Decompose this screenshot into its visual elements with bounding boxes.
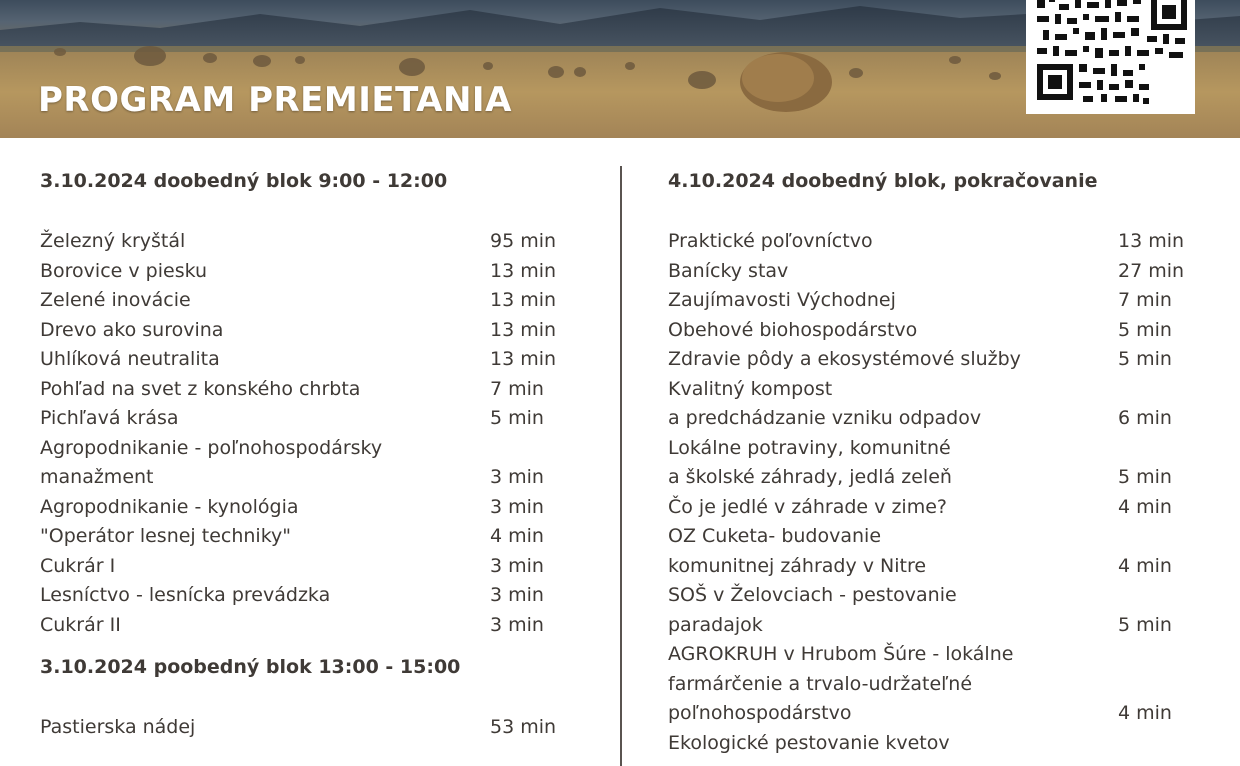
film-duration: 5 min — [1118, 466, 1172, 488]
film-title-line: Obehové biohospodárstvo — [668, 318, 918, 341]
film-duration: 4 min — [1118, 702, 1172, 724]
film-title-line: Cukrár II — [40, 613, 121, 636]
film-title-line: Kvalitný kompost — [668, 377, 833, 400]
film-title-line: Borovice v piesku — [40, 259, 208, 282]
film-title-line: Pichľavá krása — [40, 407, 179, 429]
film-title-line: Pastierska nádej — [40, 716, 196, 738]
film-duration: 3 min — [490, 584, 544, 606]
film-duration: 5 min — [1118, 348, 1172, 370]
film-duration: 4 min — [1118, 554, 1172, 577]
film-title-line: paradajok — [668, 613, 763, 636]
film-title-line: Uhlíková neutralita — [40, 348, 220, 370]
film-title-line: Lokálne potraviny, komunitné — [668, 436, 951, 459]
film-title-line: a predchádzanie vzniku odpadov — [668, 407, 982, 429]
film-duration: 27 min — [1118, 259, 1185, 282]
film-duration: 7 min — [1118, 289, 1172, 311]
block-heading: 3.10.2024 poobedný blok 13:00 - 15:00 — [40, 656, 461, 678]
film-title-line: AGROKRUH v Hrubom Šúre - lokálne — [668, 643, 1014, 665]
block-heading: 3.10.2024 doobedný blok 9:00 - 12:00 — [40, 170, 448, 192]
film-duration: 13 min — [490, 259, 557, 282]
film-duration: 5 min — [1118, 318, 1172, 341]
film-duration: 4 min — [1118, 495, 1172, 518]
block-heading: 4.10.2024 doobedný blok, pokračovanie — [668, 170, 1098, 192]
film-duration: 13 min — [490, 289, 557, 311]
film-title-line: Zelené inovácie — [40, 289, 191, 311]
column-divider — [620, 166, 622, 766]
film-duration: 5 min — [490, 407, 544, 429]
film-duration: 95 min — [490, 230, 557, 252]
film-duration: 53 min — [490, 716, 557, 738]
film-title-line: "Operátor lesnej techniky" — [40, 525, 291, 547]
film-duration: 7 min — [490, 377, 544, 400]
film-title-line: Zaujímavosti Východnej — [668, 289, 896, 311]
film-title-line: Ekologické pestovanie kvetov — [668, 731, 950, 754]
film-duration: 6 min — [1118, 407, 1172, 429]
film-title-line: Agropodnikanie - kynológia — [40, 495, 299, 518]
film-title-line: Zdravie pôdy a ekosystémové služby — [668, 348, 1021, 370]
film-title-line: Čo je jedlé v záhrade v zime? — [668, 495, 947, 518]
film-duration: 13 min — [490, 348, 557, 370]
film-title-line: OZ Cuketa- budovanie — [668, 525, 882, 547]
qr-code-icon — [1035, 0, 1187, 110]
film-duration: 4 min — [490, 525, 544, 547]
film-title-line: Cukrár I — [40, 554, 116, 577]
page-title: PROGRAM PREMIETANIA — [38, 80, 512, 120]
film-title-line: Drevo ako surovina — [40, 318, 224, 341]
film-title-line: Lesníctvo - lesnícka prevádzka — [40, 584, 331, 606]
film-title-line: manažment — [40, 466, 154, 488]
film-title-line: Praktické poľovníctvo — [668, 230, 873, 252]
film-duration: 3 min — [490, 495, 544, 518]
film-duration: 13 min — [1118, 230, 1185, 252]
film-duration: 13 min — [490, 318, 557, 341]
film-title-line: a školské záhrady, jedlá zeleň — [668, 466, 952, 488]
film-duration: 3 min — [490, 466, 544, 488]
film-duration: 3 min — [490, 554, 544, 577]
qr-code — [1026, 0, 1195, 114]
film-title-line: poľnohospodárstvo — [668, 702, 852, 724]
film-title-line: komunitnej záhrady v Nitre — [668, 554, 927, 577]
film-title-line: farmárčenie a trvalo-udržateľné — [668, 672, 973, 695]
film-duration: 3 min — [490, 613, 544, 636]
film-title-line: SOŠ v Želovciach - pestovanie — [668, 584, 957, 606]
film-title-line: Železný kryštál — [40, 230, 186, 252]
film-title-line: Agropodnikanie - poľnohospodársky — [40, 436, 383, 459]
film-title-line: Pohľad na svet z konského chrbta — [40, 377, 361, 400]
film-duration: 5 min — [1118, 613, 1172, 636]
film-title-line: Banícky stav — [668, 259, 789, 282]
